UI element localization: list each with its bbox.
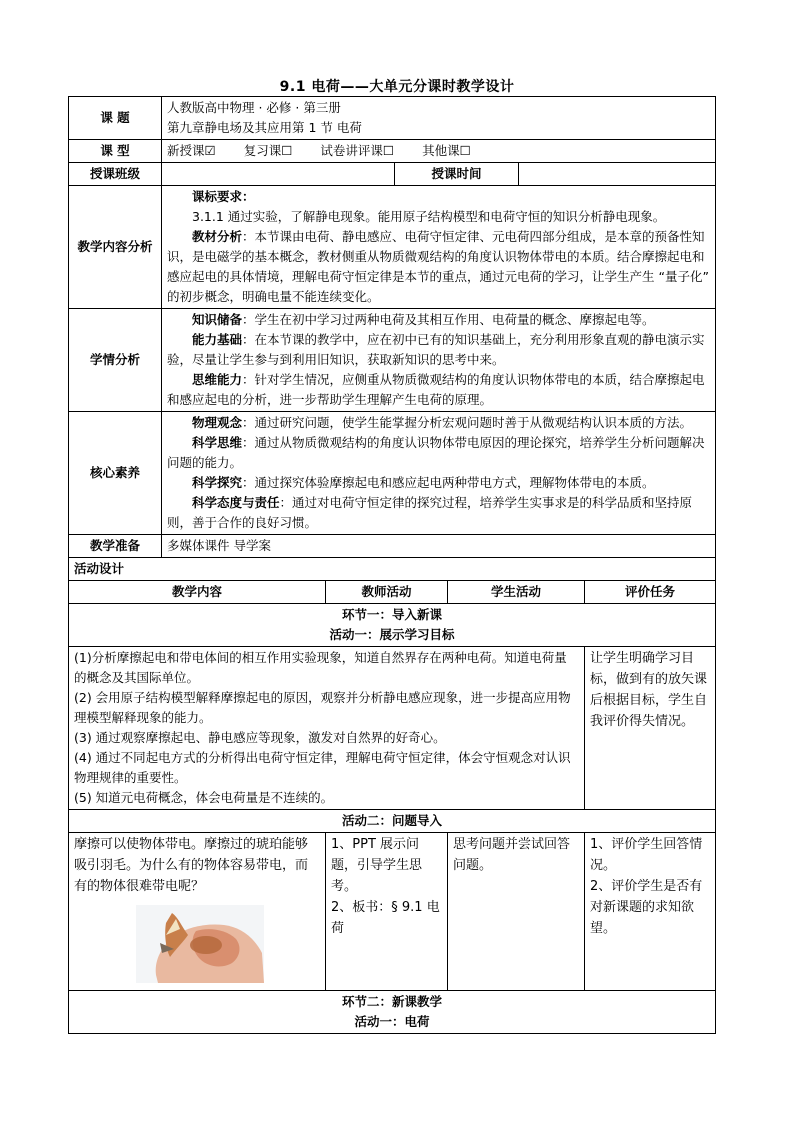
core-scientific-thinking-text: ：通过从物质微观结构的角度认识物体带电原因的理论探究，培养学生分析问题解决问题的能力。 [167, 435, 705, 470]
time-label: 授课时间 [395, 163, 519, 186]
analysis-content [162, 186, 716, 309]
topic-line1: 人教版高中物理 · 必修 · 第三册 [167, 100, 341, 115]
thinking-label: 思维能力 [192, 372, 243, 387]
prep-value: 多媒体课件 导学案 [162, 535, 716, 558]
topic-line2: 第九章静电场及其应用第 1 节 电荷 [167, 120, 362, 135]
core-content [162, 412, 716, 535]
material-analysis-text: ：本节课由电荷、静电感应、电荷守恒定律、元电荷四部分组成，是本章的预备性知识，是电磁学的基本概念，教材侧重从物质微观结构的角度认识物体带电的本质。结合摩擦起电和感应起电的具体情境，理解电荷守恒定律是本节的重点，通过元电荷的学习，让学生产生 “量子化” 的初步概念，明确电量不能连续变化。 [167, 229, 709, 304]
stage1-header [69, 604, 716, 647]
teacher-activity-item: 1、PPT 展示问题，引导学生思考。 [331, 837, 423, 894]
type-option-review[interactable]: 复习课☐ [243, 143, 293, 158]
core-scientific-thinking-label: 科学思维 [192, 435, 243, 450]
evaluation-task [585, 833, 716, 991]
teacher-activity-item: 2、板书：§ 9.1 电荷 [331, 900, 440, 936]
header-teaching-content: 教学内容 [69, 581, 326, 604]
material-analysis [167, 227, 710, 307]
class-value[interactable] [162, 163, 395, 186]
thinking-text: ：针对学生情况，应侧重从物质微观结构的角度认识物体带电的本质，结合摩擦起电和感应起电的分析，进一步帮助学生理解产生电荷的原理。 [167, 372, 705, 407]
learning-goal: (3) 通过观察摩擦起电、静电感应等现象，激发对自然界的好奇心。 [74, 730, 446, 745]
curriculum-requirement-title: 课标要求： [192, 189, 255, 204]
knowledge-text: ：学生在初中学习过两种电荷及其相互作用、电荷量的概念、摩擦起电等。 [242, 312, 655, 327]
type-options [162, 140, 716, 163]
core-attitude-text: ：通过对电荷守恒定律的探究过程，培养学生实事求是的科学品质和坚持原则，善于合作的良好习惯。 [167, 495, 693, 530]
topic-cell [162, 97, 716, 140]
learning-goal: (1)分析摩擦起电和带电体间的相互作用实验现象，知道自然界存在两种电荷。知道电荷量的概念及其国际单位。 [74, 650, 567, 685]
knowledge-label: 知识储备 [192, 312, 243, 327]
core-scientific-inquiry-label: 科学探究 [192, 475, 243, 490]
stage1-title: 环节一：导入新课 [341, 607, 442, 622]
thinking-paragraph [167, 370, 710, 410]
problem-intro-text: 摩擦可以使物体带电。摩擦过的琥珀能够吸引羽毛。为什么有的物体容易带电，而有的物体很难带电呢？ [74, 837, 309, 894]
material-analysis-label: 教材分析 [192, 229, 243, 244]
students-content [162, 309, 716, 412]
core-scientific-inquiry-text: ：通过探究体验摩擦起电和感应起电两种带电方式，理解物体带电的本质。 [242, 475, 655, 490]
learning-goal: (2) 会用原子结构模型解释摩擦起电的原因，观察并分析静电感应现象，进一步提高应用物理模型解释现象的能力。 [74, 690, 571, 725]
activity-design-title: 活动设计 [69, 558, 716, 581]
header-student-activity: 学生活动 [448, 581, 585, 604]
students-label: 学情分析 [69, 309, 162, 412]
topic-label: 课 题 [69, 97, 162, 140]
core-physics-concept-text: ：通过研究问题，使学生能掌握分析宏观问题时善于从微观结构认识本质的方法。 [242, 415, 693, 430]
learning-goals-evaluation: 让学生明确学习目标，做到有的放矢课后根据目标，学生自我评价得失情况。 [585, 647, 716, 810]
knowledge-paragraph [167, 310, 710, 330]
core-label: 核心素养 [69, 412, 162, 535]
core-physics-concept-label: 物理观念 [192, 415, 243, 430]
type-label: 课 型 [69, 140, 162, 163]
page-title: 9.1 电荷——大单元分课时教学设计 [279, 79, 515, 95]
teacher-activity [326, 833, 448, 991]
learning-goal: (4) 通过不同起电方式的分析得出电荷守恒定律，理解电荷守恒定律，体会守恒观念对认识物理规律的重要性。 [74, 750, 571, 785]
type-option-exam-review[interactable]: 试卷讲评课☐ [320, 143, 395, 158]
ability-paragraph [167, 330, 710, 370]
student-activity: 思考问题并尝试回答问题。 [448, 833, 585, 991]
type-option-other[interactable]: 其他课☐ [422, 143, 471, 158]
header-evaluation-task: 评价任务 [585, 581, 716, 604]
evaluation-item: 2、评价学生是否有对新课题的求知欲望。 [590, 879, 703, 936]
class-label: 授课班级 [69, 163, 162, 186]
core-scientific-inquiry [167, 473, 710, 493]
curriculum-requirement-text: 3.1.1 通过实验，了解静电现象。能用原子结构模型和电荷守恒的知识分析静电现象。 [192, 209, 666, 224]
lesson-plan-table [68, 96, 716, 1034]
stage1-activity1-title: 活动一：展示学习目标 [329, 627, 455, 642]
learning-goal: (5) 知道元电荷概念，体会电荷量是不连续的。 [74, 790, 334, 805]
learning-goals [69, 647, 585, 810]
stage2-activity1-title: 活动一：电荷 [354, 1014, 430, 1029]
core-attitude-label: 科学态度与责任 [192, 495, 280, 510]
core-scientific-thinking [167, 433, 710, 473]
header-teacher-activity: 教师活动 [326, 581, 448, 604]
prep-label: 教学准备 [69, 535, 162, 558]
stage1-activity2-title: 活动二：问题导入 [69, 810, 716, 833]
core-attitude [167, 493, 710, 533]
type-option-new[interactable]: 新授课☑ [167, 143, 216, 158]
rubbing-amber-photo [136, 905, 264, 983]
ability-label: 能力基础 [192, 332, 243, 347]
ability-text: ：在本节课的教学中，应在初中已有的知识基础上，充分利用形象直观的静电演示实验，尽量让学生参与到利用旧知识，获取新知识的思考中来。 [167, 332, 705, 367]
stage2-header [69, 991, 716, 1034]
analysis-label: 教学内容分析 [69, 186, 162, 309]
evaluation-item: 1、评价学生回答情况。 [590, 837, 703, 873]
core-physics-concept [167, 413, 710, 433]
stage2-title: 环节二：新课教学 [341, 994, 442, 1009]
time-value[interactable] [519, 163, 716, 186]
problem-intro-content [69, 833, 326, 991]
